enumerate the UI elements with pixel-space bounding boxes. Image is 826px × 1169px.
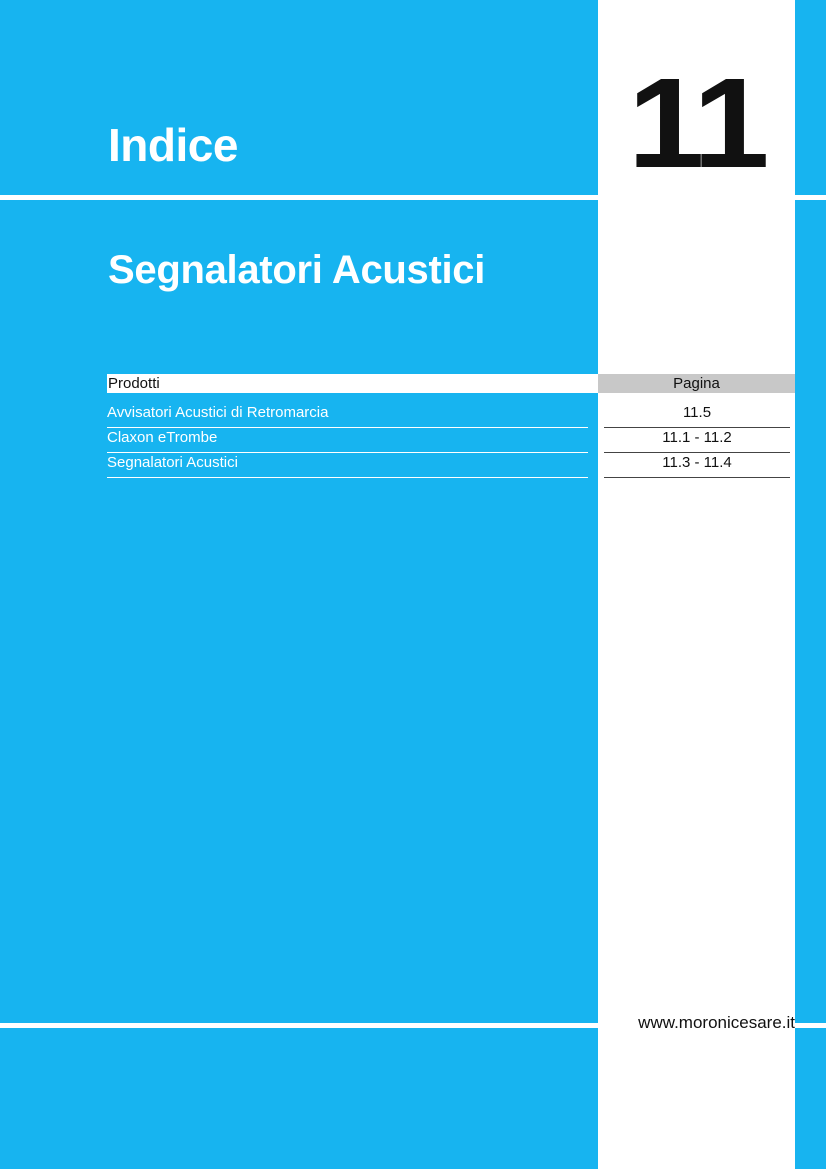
section-title: Segnalatori Acustici <box>108 248 486 292</box>
table-row-product[interactable]: Segnalatori Acustici <box>107 454 588 478</box>
table-row-page[interactable]: 11.5 <box>604 404 790 428</box>
column-header-page: Pagina <box>598 374 795 393</box>
website-link[interactable]: www.moronicesare.it <box>638 1013 795 1032</box>
table-row-page[interactable]: 11.3 - 11.4 <box>604 454 790 478</box>
chapter-number: 11 <box>627 52 766 195</box>
table-row-product[interactable]: Avvisatori Acustici di Retromarcia <box>107 404 588 428</box>
page-title: Indice <box>108 119 238 171</box>
table-row-page[interactable]: 11.1 - 11.2 <box>604 429 790 453</box>
column-header-products: Prodotti <box>107 374 598 393</box>
top-divider <box>0 195 826 200</box>
table-row-product[interactable]: Claxon eTrombe <box>107 429 588 453</box>
